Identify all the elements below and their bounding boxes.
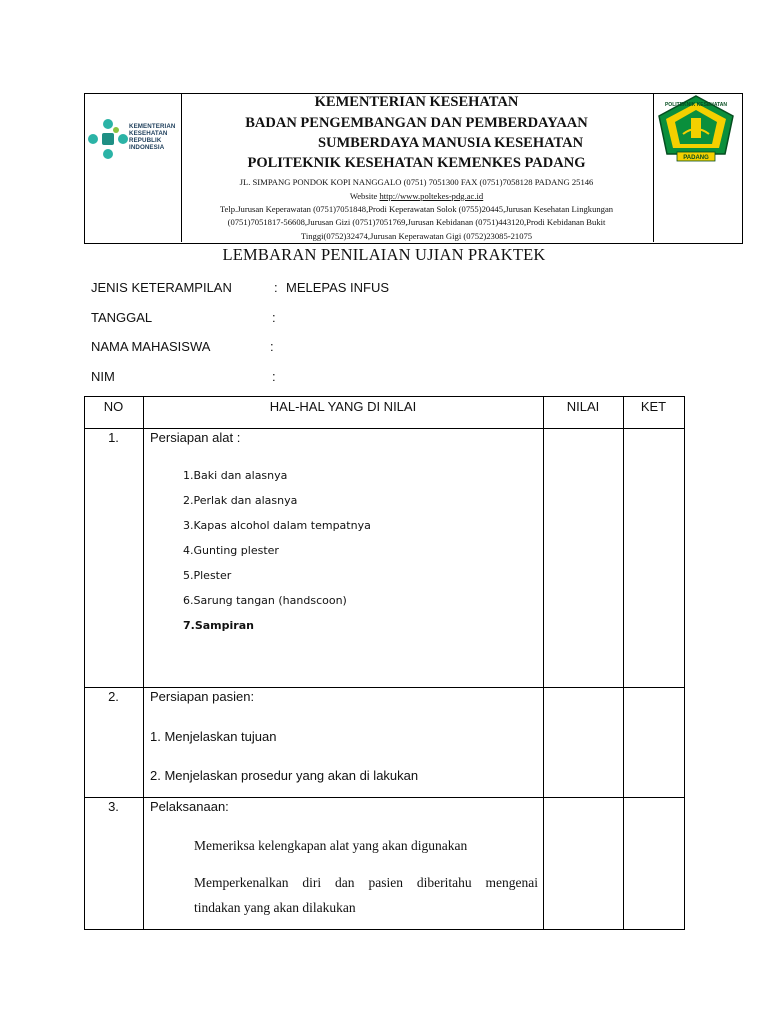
field-colon: :: [272, 369, 276, 384]
website-link[interactable]: http://www.poltekes-pdg.ac.id: [379, 191, 484, 201]
website-label: Website: [349, 191, 380, 201]
page-title: LEMBARAN PENILAIAN UJIAN PRAKTEK: [222, 245, 546, 264]
header-criteria: HAL-HAL YANG DI NILAI: [269, 399, 417, 414]
header-score: NILAI: [566, 399, 600, 414]
list-item: 7.Sampiran: [183, 619, 254, 632]
field-colon: :: [274, 280, 278, 295]
row-number: 2.: [108, 689, 119, 704]
list-item: 3.Kapas alcohol dalam tempatnya: [183, 519, 371, 532]
header-agency-sub: SUMBERDAYA MANUSIA KESEHATAN: [317, 135, 584, 151]
list-item: 1.Baki dan alasnya: [183, 469, 288, 482]
poltekkes-logo-icon: [655, 94, 737, 164]
list-item: Memeriksa kelengkapan alat yang akan digunakan: [194, 838, 468, 853]
logo-bottom-text: PADANG: [683, 155, 709, 161]
header-agency: BADAN PENGEMBANGAN DAN PEMBERDAYAAN: [245, 115, 588, 131]
field-label-skill: JENIS KETERAMPILAN: [91, 280, 232, 295]
list-item: 2. Menjelaskan prosedur yang akan di lakukan: [150, 768, 419, 783]
table-border: [84, 428, 685, 429]
header-phone-line: (0751)7051817-56608,Jurusan Gizi (0751)7051769,Jurusan Kebidanan (0751)443120,Prodi Kebidanan Bukit: [227, 217, 606, 227]
row-number: 3.: [108, 799, 119, 814]
logo-text-line: REPUBLIK: [129, 137, 162, 144]
logo-top-text: POLITEKNIK KESEHATAN: [664, 102, 728, 108]
kemenkes-logo-text: [129, 123, 175, 151]
kemenkes-logo-icon: [87, 118, 129, 160]
list-item: 5.Plester: [183, 569, 232, 582]
header-website: [181, 191, 652, 201]
logo-text-line: KESEHATAN: [129, 130, 168, 137]
logo-text-line: KEMENTERIAN: [129, 123, 176, 130]
field-colon: :: [272, 310, 276, 325]
row-heading: Persiapan alat :: [150, 430, 241, 445]
field-colon: :: [270, 339, 274, 354]
list-item: 6.Sarung tangan (handscoon): [183, 594, 347, 607]
header-address: JL. SIMPANG PONDOK KOPI NANGGALO (0751) 7051300 FAX (0751)7058128 PADANG 25146: [239, 177, 594, 187]
table-border: [684, 396, 685, 930]
list-item: Memperkenalkan diri dan pasien diberitahu mengenai: [194, 875, 538, 890]
field-label-date: TANGGAL: [91, 310, 153, 325]
table-border: [543, 396, 544, 930]
logo-text-line: INDONESIA: [129, 144, 165, 151]
header-phone-line: Tinggi(0752)32474,Jurusan Keperawatan Gigi (0752)23085-21075: [300, 231, 533, 241]
list-item: 1. Menjelaskan tujuan: [150, 729, 277, 744]
table-border: [84, 687, 685, 688]
list-item: 2.Perlak dan alasnya: [183, 494, 298, 507]
list-item: tindakan yang akan dilakukan: [194, 900, 356, 915]
header-institution: POLITEKNIK KESEHATAN KEMENKES PADANG: [247, 155, 586, 171]
field-label-nim: NIM: [91, 369, 115, 384]
table-border: [84, 396, 85, 930]
row-heading: Persiapan pasien:: [150, 689, 255, 704]
table-border: [623, 396, 624, 930]
list-item: 4.Gunting plester: [183, 544, 279, 557]
field-value-skill[interactable]: MELEPAS INFUS: [286, 280, 390, 295]
field-label-student-name: NAMA MAHASISWA: [91, 339, 211, 354]
table-border: [143, 396, 144, 930]
header-ministry: KEMENTERIAN KESEHATAN: [314, 94, 519, 110]
header-notes: KET: [640, 399, 667, 414]
row-number: 1.: [108, 430, 119, 445]
row-heading: Pelaksanaan:: [150, 799, 229, 814]
header-no: NO: [103, 399, 124, 414]
table-border: [84, 396, 685, 397]
header-phone-line: Telp.Jurusan Keperawatan (0751)7051848,Prodi Keperawatan Solok (0755)20445,Jurusan Kesehatan Lingkungan: [219, 204, 614, 214]
table-border: [84, 797, 685, 798]
table-border: [84, 929, 685, 930]
